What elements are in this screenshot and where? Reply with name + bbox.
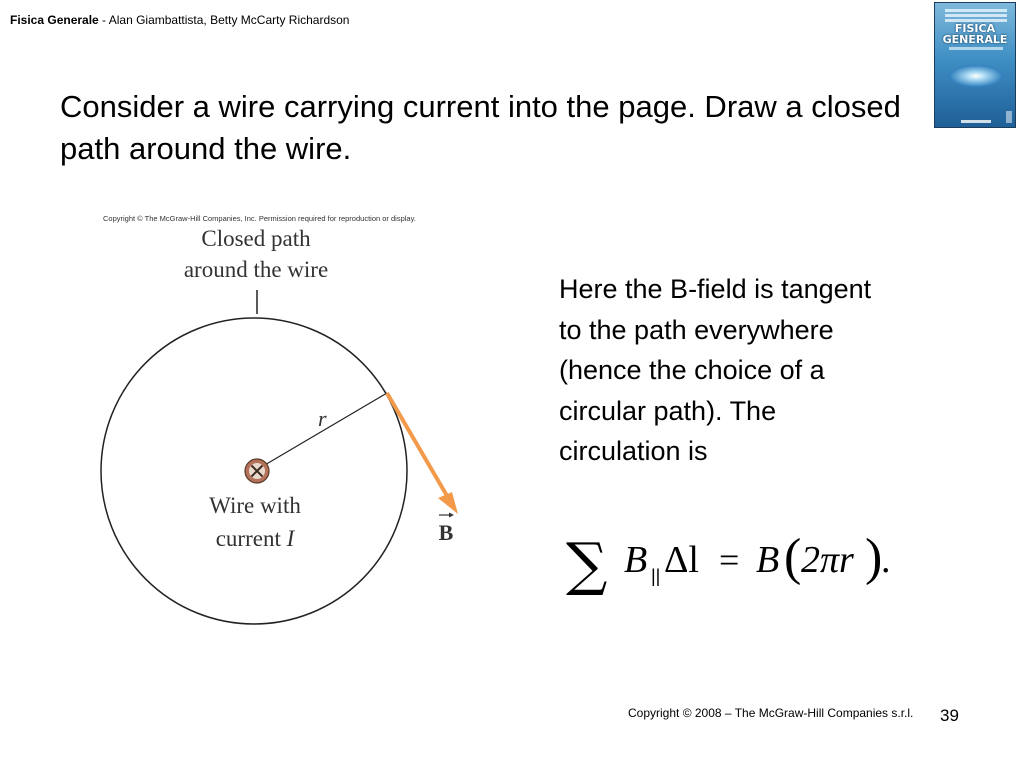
path-label-line2: around the wire [183, 257, 329, 282]
water-drop-graphic [949, 65, 1003, 87]
formula-open-paren: ( [784, 529, 802, 586]
formula-period: . [881, 539, 891, 581]
wire-into-page-icon [245, 459, 269, 483]
formula-b-parallel: B [624, 539, 648, 581]
book-title: Fisica Generale [10, 13, 99, 27]
description-line: (hence the choice of a [559, 355, 825, 385]
wire-label-line2: current I [215, 526, 295, 551]
radius-line [258, 393, 387, 469]
formula-delta-l: Δl [664, 539, 699, 581]
parallel-subscript: || [651, 566, 661, 586]
ampere-loop-figure [96, 208, 476, 648]
book-authors: - Alan Giambattista, Betty McCarty Richardson [98, 13, 350, 27]
figure-copyright: Copyright © The McGraw-Hill Companies, Inc. Permission required for reproduction or display. [103, 214, 416, 223]
b-field-arrowhead [438, 492, 458, 514]
b-field-label: B [438, 520, 454, 545]
slide-title: Consider a wire carrying current into the page. Draw a closed path around the wire. [60, 89, 901, 166]
b-field-vector [387, 393, 450, 501]
formula-two-pi-r: 2πr [801, 539, 854, 581]
radius-label: r [318, 406, 327, 431]
wire-label-line1: Wire with [209, 493, 301, 518]
circulation-formula [562, 510, 902, 600]
footer-copyright: Copyright © 2008 – The McGraw-Hill Companies s.r.l. [628, 706, 914, 720]
description-line: Here the B-field is tangent [559, 274, 872, 304]
description-line: to the path everywhere [559, 314, 834, 345]
description-line: circular path). The [559, 395, 777, 426]
formula-close-paren: ) [865, 529, 883, 586]
description-line: circulation is [559, 436, 708, 466]
publisher-logo [961, 120, 991, 123]
formula-rhs-b: B [756, 539, 780, 581]
cover-title: FISICA GENERALE [942, 22, 1008, 46]
book-cover-image [934, 2, 1016, 128]
formula-equals: = [719, 540, 740, 580]
description-text [559, 269, 979, 472]
page-number: 39 [940, 706, 959, 725]
path-label-line1: Closed path [201, 226, 311, 251]
slide-header [10, 13, 349, 27]
summation-symbol: ∑ [566, 530, 608, 598]
b-vector-arrow-icon [439, 513, 454, 518]
